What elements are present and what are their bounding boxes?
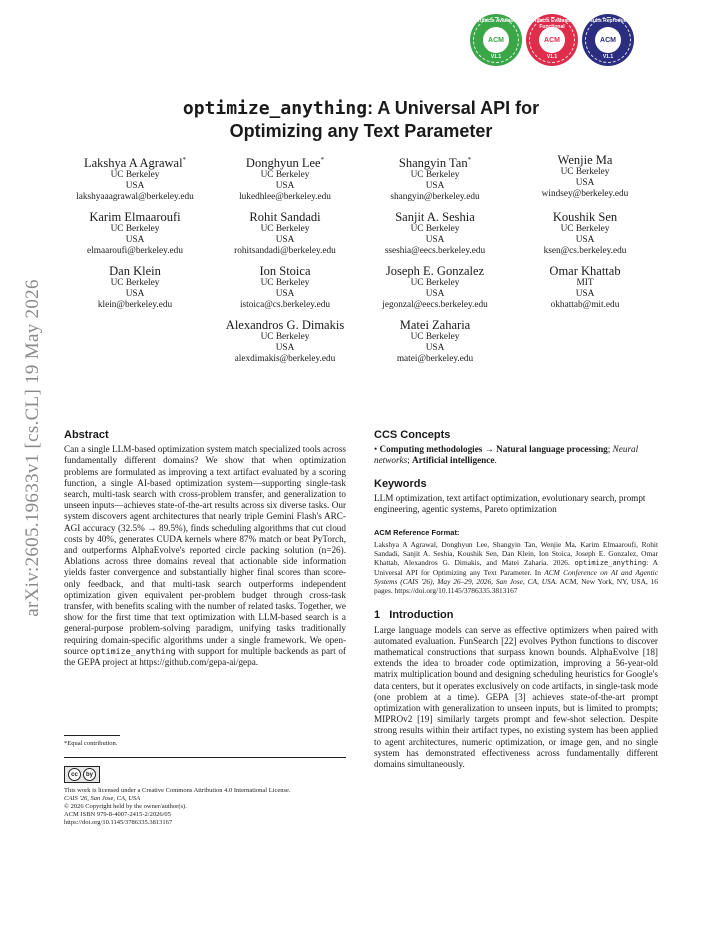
author-email: ksen@cs.berkeley.edu (543, 246, 627, 257)
author-name: Alexandros G. Dimakis (225, 318, 345, 333)
acm-badges (470, 14, 634, 66)
author-email: okhattab@mit.edu (550, 300, 620, 311)
author-name: Sanjit A. Seshia (395, 210, 475, 225)
author-row (60, 210, 660, 257)
author-email: sseshia@eecs.berkeley.edu (384, 246, 486, 257)
reference-heading: ACM Reference Format: (374, 528, 460, 538)
acm-logo-icon: ACM (539, 27, 565, 53)
acm-logo-icon: ACM (595, 27, 621, 53)
author-name: Omar Khattab (549, 264, 621, 279)
author-name: Rohit Sandadi (249, 210, 321, 225)
author-email: windsey@berkeley.edu (541, 189, 629, 199)
author-email: klein@berkeley.edu (97, 300, 173, 311)
keywords-text: LLM optimization, text artifact optimization, evolutionary search, prompt engineering, agentic systems, Pareto optimization (374, 492, 646, 515)
intro-heading: 1 Introduction (374, 609, 454, 622)
author-card: Wenjie Ma UC Berkeley USA windsey@berkeley.edu (510, 153, 660, 203)
author-name: Shangyin Tan (398, 156, 468, 171)
author-row (60, 318, 660, 365)
author-email: elmaaroufi@berkeley.edu (87, 246, 183, 257)
abstract-heading: Abstract (64, 429, 109, 441)
author-row (60, 264, 660, 311)
author-name: Karim Elmaaroufi (89, 210, 181, 225)
author-card: Ion Stoica UC Berkeley USA istoica@cs.berkeley.edu (210, 264, 360, 311)
author-block (60, 153, 660, 372)
paper-title: optimize_anything: A Universal API for Optimizing any Text Parameter (182, 98, 540, 141)
intro-text: Large language models can serve as effective optimizers when paired with automated evaluation. FunSearch [22] evolves Python functions to discover mathematical constructions that surpass known bounds. AlphaEvolve [18] extends the idea to broader code optimization, improving a 56-year-old matrix multiplication bound and designing scheduling heuristics for Google's data centers, but it operates exclusively on code artifacts, in single-task mode (one problem at a time). GEPA [3] achieves state-of-the-art prompt optimization with generalization to unseen inputs, but is limited to prompts; MIPROv2 [19] similarly targets prompt and few-shot selection. Despite strong results within their artifact types, no existing system has been applied to agent architectures, numeric optimization, or image gen, and no single system has demonstrated effectiveness across fundamentally different domains simultaneously. (374, 624, 658, 770)
author-card: Donghyun Lee* UC Berkeley USA lukedhlee@berkeley.edu (210, 153, 360, 203)
author-name: Lakshya A Agrawal (83, 156, 183, 171)
author-card: Shangyin Tan* UC Berkeley USA shangyin@berkeley.edu (360, 153, 510, 203)
ccs-text: • Computing methodologies → Natural language processing; Neural networks; Artificial intelligence. (374, 444, 639, 466)
footnote-rule (64, 735, 120, 736)
ccs-heading: CCS Concepts (374, 429, 451, 441)
author-card: Joseph E. Gonzalez UC Berkeley USA jegonzal@eecs.berkeley.edu (360, 264, 510, 311)
abstract-text: Can a single LLM-based optimization system match specialized tools across fundamentally different domains? We show that when optimization problems are formulated as improving a text artifact evaluated by a scoring function, a single AI-based optimization system—supporting single-task search, multi-task search with cross-problem transfer, and generalization to unseen inputs—achieves state-of-the-art results across six diverse tasks. Our system discovers agent architectures that nearly triple Gemini Flash's ARC-AGI accuracy (32.5% → 89.5%), finds scheduling algorithms that cut cloud costs by 40%, generates CUDA kernels where 87% match or beat PyTorch, and outperforms AlphaEvolve's reported circle packing solution (n=26). Ablations across three domains reveal that actionable side information yields faster convergence and substantially higher final scores than score-only feedback, and that multi-task search outperforms independent optimization given equivalent per-problem budget through cross-task transfer, with benefits scaling with the number of related tasks. Together, we show for the first time that text optimization with LLM-based search is a general-purpose problem-solving paradigm, unifying tasks traditionally requiring domain-specific algorithms under a single framework. We open-source optimize_anything with support for multiple backends as part of the GEPA project at https://github.com/gepa-ai/gepa. (64, 444, 346, 668)
footnote: *Equal contribution. (64, 740, 118, 747)
artifacts-available-badge: Artifacts Available ACM V1.1 (470, 14, 522, 66)
license-rule (64, 757, 346, 758)
author-email: alexdimakis@berkeley.edu (234, 354, 336, 365)
author-name: Koushik Sen (552, 210, 618, 225)
author-email: istoica@cs.berkeley.edu (239, 300, 331, 311)
acm-logo-icon: ACM (483, 27, 509, 53)
author-card: Omar Khattab MIT USA okhattab@mit.edu (510, 264, 660, 311)
author-card: Rohit Sandadi UC Berkeley USA rohitsandadi@berkeley.edu (210, 210, 360, 257)
author-email: jegonzal@eecs.berkeley.edu (382, 300, 488, 311)
keywords-heading: Keywords (374, 477, 427, 490)
results-reproduced-badge: Results Reproduced ACM V1.1 (582, 14, 634, 66)
author-email: matei@berkeley.edu (396, 354, 474, 365)
author-card: Karim Elmaaroufi UC Berkeley USA elmaaroufi@berkeley.edu (60, 210, 210, 257)
author-email: lukedhlee@berkeley.edu (239, 192, 331, 203)
author-card: Sanjit A. Seshia UC Berkeley USA sseshia@eecs.berkeley.edu (360, 210, 510, 257)
author-name: Joseph E. Gonzalez (385, 264, 485, 279)
author-row (60, 153, 660, 203)
author-card: Koushik Sen UC Berkeley USA ksen@cs.berkeley.edu (510, 210, 660, 257)
author-name: Wenjie Ma (557, 153, 613, 167)
creative-commons-icon: cc by (64, 766, 100, 783)
title-code: optimize_anything (182, 98, 368, 119)
author-email: shangyin@berkeley.edu (390, 192, 480, 203)
author-card: Lakshya A Agrawal* UC Berkeley USA lakshyaaagrawal@berkeley.edu (60, 153, 210, 203)
author-name: Dan Klein (109, 264, 161, 279)
author-card: Alexandros G. Dimakis UC Berkeley USA alexdimakis@berkeley.edu (210, 318, 360, 365)
author-name: Ion Stoica (259, 264, 311, 279)
author-card: Matei Zaharia UC Berkeley USA matei@berkeley.edu (360, 318, 510, 365)
artifacts-evaluated-badge: Artifacts Evaluated Functional ACM V1.1 (526, 14, 578, 66)
author-name: Matei Zaharia (399, 318, 471, 333)
right-column (374, 430, 658, 770)
license-block: cc by This work is licensed under a Creative Commons Attribution 4.0 International License. CAIS '26, San Jose, CA, USA © 2026 Copyright held by the owner/author(s). ACM ISBN 979-8-4007-2415-2/2026/05 https://doi.org/10.1145/3786335.3813167 (64, 766, 354, 827)
abstract-section (64, 430, 346, 668)
author-email: lakshyaaagrawal@berkeley.edu (76, 192, 194, 203)
arxiv-identifier: arXiv:2605.19633v1 [cs.CL] 19 May 2026 (22, 279, 43, 617)
author-card: Dan Klein UC Berkeley USA klein@berkeley.edu (60, 264, 210, 311)
reference-text: Lakshya A Agrawal, Donghyun Lee, Shangyin Tan, Wenjie Ma, Karim Elmaaroufi, Rohit Sandadi, Sanjit A. Seshia, Koushik Sen, Dan Klein, Ion Stoica, Joseph E. Gonzalez, Omar Khattab, Alexandros G. Dimakis, and Matei Zaharia. 2026. optimize_anything: A Universal API for Optimizing any Text Parameter. In ACM Conference on AI and Agentic Systems (CAIS '26), May 26–29, 2026, San Jose, CA, USA. ACM, New York, NY, USA, 16 pages. https://doi.org/10.1145/3786335.3813167 (374, 540, 659, 596)
author-email: rohitsandadi@berkeley.edu (234, 246, 336, 257)
author-name: Donghyun Lee (245, 156, 321, 171)
arxiv-sidebar-stamp (18, 258, 48, 638)
